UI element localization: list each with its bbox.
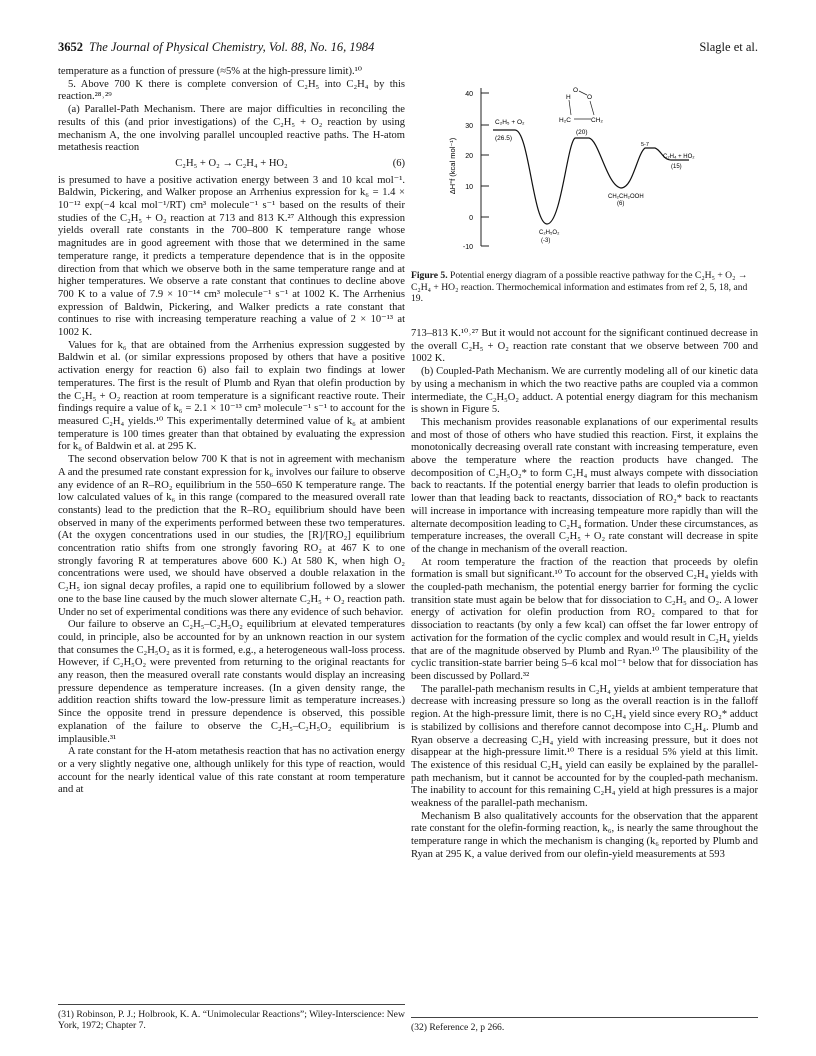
paragraph: At room temperature the fraction of the reaction that proceeds by olefin formation is small but significant.¹⁰ To account for the observed C₂H₄ yields with the coupled-path mechanism, the potential energy barrier for forming the cyclic transition state must again be below that for dissociation to C₂H₅ and O₂. A lower energy of activation for olefin production from RO₂ compared to that for dissociation to reactants (by only a few kcal) can offset the far lower entropy of activation for the formation of the cyclic complex and would result in C₂H₄ yields that are of the magnitude observed by Plumb and Ryan.¹⁰ The plausibility of the cyclic transition-state barrier being 5–6 kcal mol⁻¹ below that for dissociation has been discussed by Pollard.³²	[411, 556, 758, 682]
tick-label: 0	[469, 215, 473, 222]
ring-c1: H₂C	[559, 117, 571, 124]
energy-curve	[493, 130, 689, 224]
running-authors: Slagle et al.	[699, 40, 758, 54]
energy-diagram	[411, 66, 758, 266]
tick-label: 20	[465, 153, 473, 160]
paragraph: is presumed to have a positive activation energy between 3 and 10 kcal mol⁻¹. Baldwin, Pickering, and Walker propose an Arrhenius expression for k₆ = 1.4 × 10⁻¹² exp(−4 kcal mol⁻¹/RT) cm³ molecule⁻¹ s⁻¹ based on the results of their studies of the C₂H₅ + O₂ reaction at 713 and 813 K.²⁷ Although this expression yields overall rate constants in the 700–800 K temperature range whose magnitudes are in good agreement with those that we determined in the same temperature range, it predicts a temperature dependence that is in the opposite direction from that which we observe both in the same temperature range and at higher temperatures. We observe a rate constant that continues to decline above 700 K to a value of 7.9 × 10⁻¹⁴ cm³ molecule⁻¹ s⁻¹ at 1002 K. The Arrhenius expression of Baldwin, Pickering, and Walker predicts a rate constant that continues to rise with increasing temperature reaching a value of 2 × 10⁻¹³ at 1002 K.	[58, 174, 405, 339]
equation-text: C₂H₅ + O₂ → C₂H₄ + HO₂	[175, 157, 288, 169]
hydroperoxide-value: (6)	[617, 201, 625, 207]
footnote: (32) Reference 2, p 266.	[411, 1017, 758, 1033]
figure-caption	[411, 270, 758, 305]
paragraph: A rate constant for the H-atom metathesis reaction that has no activation energy or a very slightly negative one, although unlikely for this type of reaction, would account for the nearly identical value of this rate constant at room temperature and at	[58, 746, 405, 796]
journal-title: The Journal of Physical Chemistry, Vol. 88, No. 16, 1984	[89, 40, 375, 54]
ring-o2: O	[587, 94, 593, 101]
right-column	[411, 328, 758, 862]
paragraph: Our failure to observe an C₂H₅–C₂H₅O₂ equilibrium at elevated temperatures could, in principle, also be accounted for by an unknown reaction in our system that consumes the C₂H₅O₂ as it is formed, e.g., a heterogeneous wall-loss process. However, if C₂H₅O₂ were prevented from returning to the original reactants for any reason, then the measured overall rate constants would display an increasing pressure dependence as temperature increases. (In a given density range, the addition reaction shifts toward the low-pressure limit as temperature increases.) Since the opposite trend in pressure dependence is observed, this possible explanation of the failure to observe the C₂H₅–C₂H₅O₂ equilibrium is implausible.³¹	[58, 619, 405, 745]
adduct-value: (-3)	[541, 238, 551, 244]
paragraph: The parallel-path mechanism results in C₂H₄ yields at ambient temperature that decrease with increasing pressure so long as the overall reaction is in the falloff region. At the high-pressure limit, there is no C₂H₄ yield since every RO₂* adduct is stabilized by collisions and therefore cannot decompose into C₂H₄. Plumb and Ryan observe a decreasing C₂H₄ yield with increasing pressure, but it does not disappear at the high-pressure limit.¹⁰ There is a residual 5% yield at this limit. The existence of this residual C₂H₄ yield can easily be explained by the parallel-path mechanism, but it cannot be accounted for by the coupled-path mechanism. The inability to account for this remaining C₂H₄ yield at high pressures is a major weakness of the parallel-path mechanism.	[411, 683, 758, 810]
ring-o1: O	[573, 87, 579, 94]
paragraph: The second observation below 700 K that is not in agreement with mechanism A and the presumed rate constant expression for k₆ involves our failure to observe any evidence of an R–RO₂ equilibrium in the 550–650 K temperature range. The low calculated values of k₆ in this range (compared to the measured overall rate constants) lead to the prediction that the R–RO₂ equilibrium should have been observed in many of the experiments performed between these two temperatures. (At the oxygen concentrations used in our studies, the [R]/[RO₂] equilibrium concentration ratio shifts from one strongly favoring RO₂ at 467 K to one strongly favoring R at temperatures above 600 K.) At 580 K, when high O₂ concentrations were used, we should have observed a double relaxation in the C₂H₅ ion signal decay profiles, a rapid one to equilibrium followed by a slower one to the base line caused by the much slower alternate C₂H₅ + O₂ reaction path. Under no set of experimental conditions was there any evidence of such behavior.	[58, 454, 405, 618]
page-number: 3652	[58, 40, 83, 54]
caption-label: Figure 5.	[411, 270, 448, 281]
tick-label: 40	[465, 91, 473, 98]
paragraph: (a) Parallel-Path Mechanism. There are major difficulties in reconciling the results of this (and prior investigations) of the C₂H₅ + O₂ reaction by using mechanism A, the one involving parallel uncoupled reactive paths. The H-atom metathesis reaction	[58, 104, 405, 154]
cyclic-structure	[559, 87, 603, 124]
products-label: C₂H₄ + HO₂	[663, 154, 695, 160]
reactants-value: (26.5)	[495, 135, 512, 142]
ts2-label: 5-7	[641, 142, 649, 148]
tick-label: -10	[462, 244, 473, 251]
ring-c2: CH₂	[591, 117, 603, 124]
adduct-label: C₂H₅O₂	[539, 230, 560, 236]
paragraph: This mechanism provides reasonable explanations of our experimental results and most of those of others who have studied this reaction. First, it explains the monotonically decreasing overall rate constant with increasing temperature, even above the temperature where the reaction products have changed. The decomposition of C₂H₅O₂* to form C₂H₄ must always compete with dissociation back to reactants. If the potential energy barrier that leads to olefin production is lower than that leading back to reactants, dissociation of RO₂* back to reactants will increase in importance with increasing tempeature more rapidly than will the alternate decomposition leading to C₂H₄ formation. Under these circumstances, as temperature increases, the overall C₂H₅ + O₂ rate constant will decrease in spite of the change in mechanism of the overall reaction.	[411, 416, 758, 555]
caption-text: Potential energy diagram of a possible reactive pathway for the C₂H₅ + O₂ → C₂H₄ + HO₂ reaction. Thermochemical information and estimates from ref 2, 5, 18, and 19.	[411, 270, 748, 304]
ts-value: (20)	[576, 129, 588, 136]
hydroperoxide-label: CH₂CH₂OOH	[608, 194, 644, 200]
reactants-label: C₂H₅ + O₂	[495, 119, 525, 126]
page-header	[58, 40, 758, 58]
products-value: (15)	[671, 164, 682, 170]
equation-number: (6)	[392, 157, 405, 169]
tick-label: 10	[465, 184, 473, 191]
equation	[58, 158, 405, 171]
paragraph: temperature as a function of pressure (≈5% at the high-pressure limit).¹⁰	[58, 66, 362, 77]
left-column	[58, 66, 405, 797]
paragraph: 713–813 K.¹⁰˒²⁷ But it would not account for the significant continued decrease in the overall C₂H₅ + O₂ reaction rate constant that we observe between 700 and 1002 K.	[411, 328, 758, 365]
paragraph: Mechanism B also qualitatively accounts for the observation that the apparent rate constant for the olefin-forming reaction, k₆, is nearly the same throughout the temperature range in which the mechanism is changing (k₆ reported by Plumb and Ryan at 295 K, a value derived from our olefin-yield measurements at 593	[411, 810, 758, 860]
tick-label: 30	[465, 123, 473, 130]
ring-h: H	[566, 94, 571, 101]
paragraph: Values for k₆ that are obtained from the Arrhenius expression suggested by Baldwin et al. (or similar expressions proposed by others that have a positive activation energy for reaction 6) also fail to explain two findings at lower temperatures. The first is the result of Plumb and Ryan that olefin production by the C₂H₅ + O₂ reaction at room temperature is a significant reactive route. Their findings require a value of k₆ = 2.1 × 10⁻¹³ cm³ molecule⁻¹ s⁻¹ to account for the measured C₂H₄ yields.¹⁰ This experimentally determined value of k₆ at ambient temperature is 100 times greater than that obtained by evaluating the expression for k₆ of Baldwin et al. at 295 K.	[58, 339, 405, 453]
figure-5	[411, 66, 758, 266]
y-ticks	[463, 91, 489, 251]
y-axis-label: ΔH°f (kcal mol⁻¹)	[448, 137, 457, 195]
footnote: (31) Robinson, P. J.; Holbrook, K. A. “Unimolecular Reactions”; Wiley-Interscience: New York, 1972; Chapter 7.	[58, 1004, 405, 1032]
paragraph: (b) Coupled-Path Mechanism. We are currently modeling all of our kinetic data by using a mechanism in which the two reactive paths are coupled via a common intermediate, the C₂H₅O₂ adduct. A potential energy diagram for this mechanism is shown in Figure 5.	[411, 366, 758, 416]
paragraph: 5. Above 700 K there is complete conversion of C₂H₅ into C₂H₄ by this reaction.²⁸˒²⁹	[58, 78, 405, 103]
